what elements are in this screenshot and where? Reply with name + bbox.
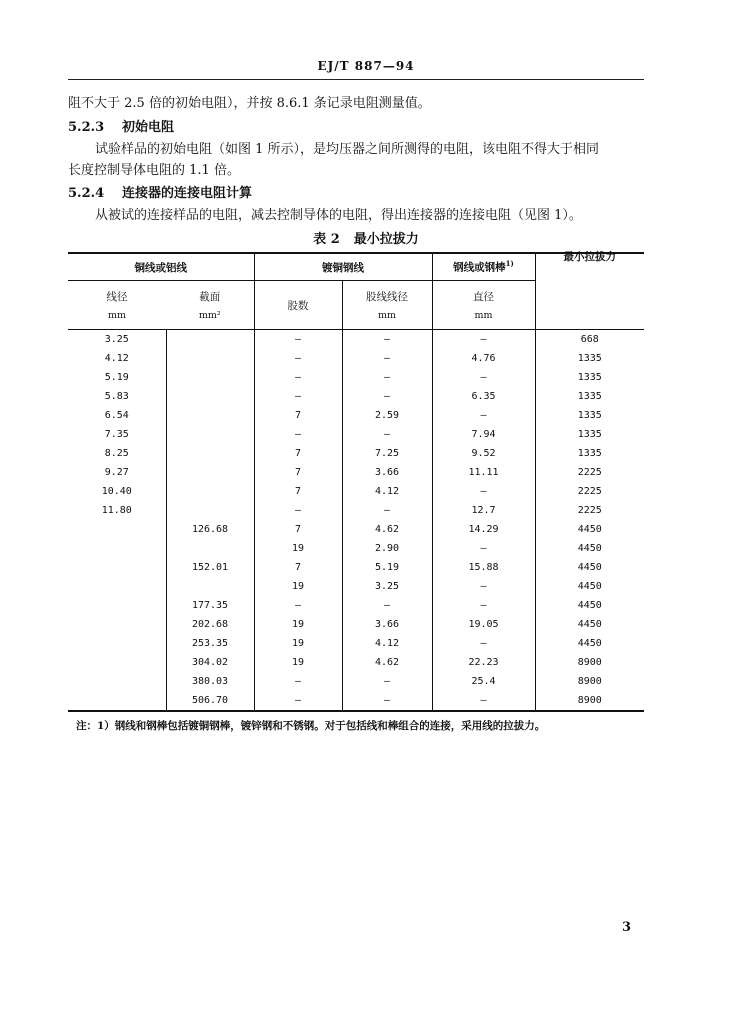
cell-cross-section bbox=[166, 425, 254, 444]
cell-rod-diameter: — bbox=[432, 539, 535, 558]
min-pull-force-label: 最小拉拔力 bbox=[563, 251, 616, 263]
cell-cross-section bbox=[166, 482, 254, 501]
table-row bbox=[68, 691, 644, 711]
cell-rod-diameter: — bbox=[432, 482, 535, 501]
cell-strand-count: 19 bbox=[254, 634, 342, 653]
cell-strand-diameter: — bbox=[342, 387, 432, 406]
cell-rod-diameter: — bbox=[432, 691, 535, 711]
cell-min-pull-force: 1335 bbox=[535, 349, 644, 368]
cell-min-pull-force: 1335 bbox=[535, 387, 644, 406]
cell-wire-diameter: 3.25 bbox=[104, 334, 129, 345]
cell-strand-count: — bbox=[254, 691, 342, 711]
cell-strand-diameter: — bbox=[342, 330, 432, 350]
cell-rod-diameter: 6.35 bbox=[432, 387, 535, 406]
cell-rod-diameter: 15.88 bbox=[432, 558, 535, 577]
table-row bbox=[68, 387, 644, 406]
cell-min-pull-force: 668 bbox=[535, 330, 644, 350]
table-body bbox=[68, 330, 644, 712]
cell-strand-count: 19 bbox=[254, 615, 342, 634]
group-header-steel-label: 钢线或钢棒 bbox=[453, 261, 506, 274]
cell-min-pull-force: 1335 bbox=[535, 425, 644, 444]
group-header-copper-clad-steel: 镀铜钢线 bbox=[254, 253, 432, 281]
col-label: 直径 bbox=[473, 291, 494, 303]
section-5-2-3-heading bbox=[68, 119, 174, 137]
cell-wire-diameter bbox=[68, 653, 166, 672]
cell-strand-count: — bbox=[254, 330, 342, 350]
paragraph-5-2-3-line-a: 试验样品的初始电阻（如图 1 所示），是均压器之间所测得的电阻，该电阻不得大于相同 bbox=[95, 142, 600, 157]
cell-cross-section: 152.01 bbox=[166, 558, 254, 577]
table-footnote: 注：1）钢线和钢棒包括镀铜钢棒，镀锌钢和不锈钢。对于包括线和棒组合的连接，采用线的拉拔力。 bbox=[76, 720, 546, 732]
cell-min-pull-force: 2225 bbox=[535, 501, 644, 520]
cell-wire-diameter bbox=[68, 672, 166, 691]
cell-cross-section: 506.70 bbox=[166, 691, 254, 711]
paragraph-line-1: 阻不大于 2.5 倍的初始电阻），并按 8.6.1 条记录电阻测量值。 bbox=[68, 96, 431, 111]
paragraph-5-2-4: 从被试的连接样品的电阻，减去控制导体的电阻，得出连接器的连接电阻（见图 1）。 bbox=[95, 208, 582, 223]
cell-strand-diameter: — bbox=[342, 368, 432, 387]
col-label: 线径 bbox=[106, 291, 128, 303]
cell-min-pull-force: 1335 bbox=[535, 444, 644, 463]
min-pull-force-table bbox=[68, 252, 644, 712]
cell-rod-diameter: 25.4 bbox=[432, 672, 535, 691]
table-row bbox=[68, 653, 644, 672]
cell-wire-diameter: 5.83 bbox=[104, 391, 129, 402]
cell-strand-count: — bbox=[254, 501, 342, 520]
cell-strand-count: 7 bbox=[254, 520, 342, 539]
cell-strand-diameter: 2.90 bbox=[342, 539, 432, 558]
col-label: 截面 bbox=[199, 291, 221, 303]
cell-rod-diameter: — bbox=[432, 368, 535, 387]
cell-wire-diameter bbox=[68, 520, 166, 539]
cell-strand-count: 19 bbox=[254, 577, 342, 596]
cell-wire-diameter: 8.25 bbox=[104, 448, 129, 459]
cell-wire-diameter bbox=[68, 596, 166, 615]
cell-wire-diameter: 9.27 bbox=[104, 467, 129, 478]
section-5-2-4-heading bbox=[68, 185, 252, 203]
cell-cross-section: 253.35 bbox=[166, 634, 254, 653]
cell-strand-count: — bbox=[254, 672, 342, 691]
table-row bbox=[68, 406, 644, 425]
cell-rod-diameter: — bbox=[432, 596, 535, 615]
cell-rod-diameter: — bbox=[432, 577, 535, 596]
cell-strand-diameter: 3.66 bbox=[342, 615, 432, 634]
cell-strand-diameter: — bbox=[342, 501, 432, 520]
cell-strand-count: — bbox=[254, 349, 342, 368]
cell-cross-section bbox=[166, 406, 254, 425]
cell-wire-diameter bbox=[68, 539, 166, 558]
cell-strand-diameter: 7.25 bbox=[342, 444, 432, 463]
group-header-min-pull-force bbox=[535, 253, 644, 330]
cell-wire-diameter: 6.54 bbox=[104, 410, 129, 421]
cell-strand-diameter: — bbox=[342, 596, 432, 615]
cell-cross-section: 177.35 bbox=[166, 596, 254, 615]
col-label: 股数 bbox=[287, 299, 309, 312]
cell-strand-diameter: 5.19 bbox=[342, 558, 432, 577]
paragraph-5-2-3-line-b: 长度控制导体电阻的 1.1 倍。 bbox=[68, 163, 240, 178]
table-row bbox=[68, 539, 644, 558]
cell-cross-section: 126.68 bbox=[166, 520, 254, 539]
cell-wire-diameter: 7.35 bbox=[104, 429, 129, 440]
cell-min-pull-force: 2225 bbox=[535, 463, 644, 482]
cell-strand-diameter: 4.62 bbox=[342, 653, 432, 672]
cell-cross-section bbox=[166, 330, 254, 350]
document-header-code: EJ/T 887—94 bbox=[317, 59, 415, 73]
cell-wire-diameter bbox=[68, 615, 166, 634]
col-unit: mm² bbox=[198, 310, 221, 321]
cell-min-pull-force: 4450 bbox=[535, 539, 644, 558]
cell-cross-section bbox=[166, 387, 254, 406]
cell-strand-diameter: — bbox=[342, 691, 432, 711]
cell-min-pull-force: 8900 bbox=[535, 691, 644, 711]
cell-wire-diameter: 5.19 bbox=[104, 372, 129, 383]
group-header-steel-wire-rod bbox=[432, 253, 535, 281]
footnote-marker: 1) bbox=[505, 259, 514, 269]
cell-wire-diameter: 11.80 bbox=[101, 505, 132, 516]
table-row bbox=[68, 558, 644, 577]
table-row bbox=[68, 463, 644, 482]
section-title: 初始电阻 bbox=[122, 120, 175, 135]
col-header-cross-section bbox=[166, 281, 254, 330]
cell-cross-section bbox=[166, 349, 254, 368]
cell-strand-count: 7 bbox=[254, 558, 342, 577]
cell-wire-diameter bbox=[68, 691, 166, 711]
cell-wire-diameter bbox=[68, 577, 166, 596]
cell-min-pull-force: 1335 bbox=[535, 406, 644, 425]
cell-strand-diameter: 4.62 bbox=[342, 520, 432, 539]
table-number: 表 2 bbox=[313, 232, 340, 247]
group-header-copper-aluminum: 铜线或铝线 bbox=[68, 253, 254, 281]
cell-strand-diameter: 3.66 bbox=[342, 463, 432, 482]
cell-cross-section bbox=[166, 463, 254, 482]
cell-strand-diameter: — bbox=[342, 425, 432, 444]
cell-min-pull-force: 4450 bbox=[535, 577, 644, 596]
page-number: 3 bbox=[622, 920, 632, 935]
cell-strand-diameter: — bbox=[342, 672, 432, 691]
col-header-wire-diameter bbox=[68, 281, 166, 330]
table-row bbox=[68, 444, 644, 463]
col-unit: mm bbox=[377, 310, 397, 321]
cell-rod-diameter: 11.11 bbox=[432, 463, 535, 482]
cell-min-pull-force: 8900 bbox=[535, 672, 644, 691]
col-header-strand-diameter bbox=[342, 281, 432, 330]
table-row bbox=[68, 672, 644, 691]
cell-cross-section bbox=[166, 368, 254, 387]
cell-rod-diameter: 14.29 bbox=[432, 520, 535, 539]
cell-rod-diameter: 22.23 bbox=[432, 653, 535, 672]
cell-strand-count: 7 bbox=[254, 482, 342, 501]
cell-min-pull-force: 2225 bbox=[535, 482, 644, 501]
cell-cross-section bbox=[166, 539, 254, 558]
table-row bbox=[68, 501, 644, 520]
cell-wire-diameter bbox=[68, 634, 166, 653]
cell-cross-section bbox=[166, 501, 254, 520]
cell-min-pull-force: 4450 bbox=[535, 634, 644, 653]
section-title: 连接器的连接电阻计算 bbox=[122, 186, 253, 201]
cell-strand-count: — bbox=[254, 387, 342, 406]
cell-wire-diameter: 10.40 bbox=[101, 486, 132, 497]
cell-rod-diameter: — bbox=[432, 406, 535, 425]
cell-wire-diameter: 4.12 bbox=[104, 353, 129, 364]
cell-rod-diameter: 4.76 bbox=[432, 349, 535, 368]
cell-min-pull-force: 4450 bbox=[535, 615, 644, 634]
cell-rod-diameter: — bbox=[432, 330, 535, 350]
table-row bbox=[68, 425, 644, 444]
cell-strand-count: 7 bbox=[254, 463, 342, 482]
table-row bbox=[68, 615, 644, 634]
col-label: 股线线径 bbox=[366, 291, 408, 303]
header-rule bbox=[68, 79, 644, 80]
cell-min-pull-force: 4450 bbox=[535, 520, 644, 539]
cell-strand-count: — bbox=[254, 368, 342, 387]
cell-strand-diameter: 3.25 bbox=[342, 577, 432, 596]
table-row bbox=[68, 577, 644, 596]
cell-cross-section bbox=[166, 444, 254, 463]
cell-cross-section: 304.02 bbox=[166, 653, 254, 672]
cell-strand-diameter: — bbox=[342, 349, 432, 368]
table-row bbox=[68, 368, 644, 387]
cell-min-pull-force: 4450 bbox=[535, 558, 644, 577]
table-row bbox=[68, 596, 644, 615]
cell-rod-diameter: 7.94 bbox=[432, 425, 535, 444]
cell-strand-diameter: 4.12 bbox=[342, 482, 432, 501]
cell-strand-count: 7 bbox=[254, 444, 342, 463]
cell-cross-section bbox=[166, 577, 254, 596]
cell-strand-count: 19 bbox=[254, 539, 342, 558]
cell-strand-diameter: 2.59 bbox=[342, 406, 432, 425]
col-header-rod-diameter bbox=[432, 281, 535, 330]
table-row bbox=[68, 349, 644, 368]
table-row bbox=[68, 634, 644, 653]
cell-wire-diameter bbox=[68, 558, 166, 577]
table-row bbox=[68, 330, 644, 350]
cell-min-pull-force: 8900 bbox=[535, 653, 644, 672]
cell-strand-count: — bbox=[254, 425, 342, 444]
cell-rod-diameter: 19.05 bbox=[432, 615, 535, 634]
table-caption bbox=[0, 228, 732, 247]
col-header-strand-count bbox=[254, 281, 342, 330]
table-title: 最小拉拔力 bbox=[353, 232, 419, 247]
cell-strand-count: 19 bbox=[254, 653, 342, 672]
table-row bbox=[68, 520, 644, 539]
section-number: 5.2.3 bbox=[68, 120, 105, 135]
cell-min-pull-force: 1335 bbox=[535, 368, 644, 387]
cell-strand-count: — bbox=[254, 596, 342, 615]
cell-rod-diameter: 9.52 bbox=[432, 444, 535, 463]
cell-cross-section: 202.68 bbox=[166, 615, 254, 634]
cell-strand-diameter: 4.12 bbox=[342, 634, 432, 653]
cell-rod-diameter: — bbox=[432, 634, 535, 653]
cell-rod-diameter: 12.7 bbox=[432, 501, 535, 520]
cell-cross-section: 380.03 bbox=[166, 672, 254, 691]
cell-min-pull-force: 4450 bbox=[535, 596, 644, 615]
col-unit: mm bbox=[107, 310, 127, 321]
cell-strand-count: 7 bbox=[254, 406, 342, 425]
table-row bbox=[68, 482, 644, 501]
col-unit: mm bbox=[474, 310, 493, 321]
section-number: 5.2.4 bbox=[68, 186, 105, 201]
